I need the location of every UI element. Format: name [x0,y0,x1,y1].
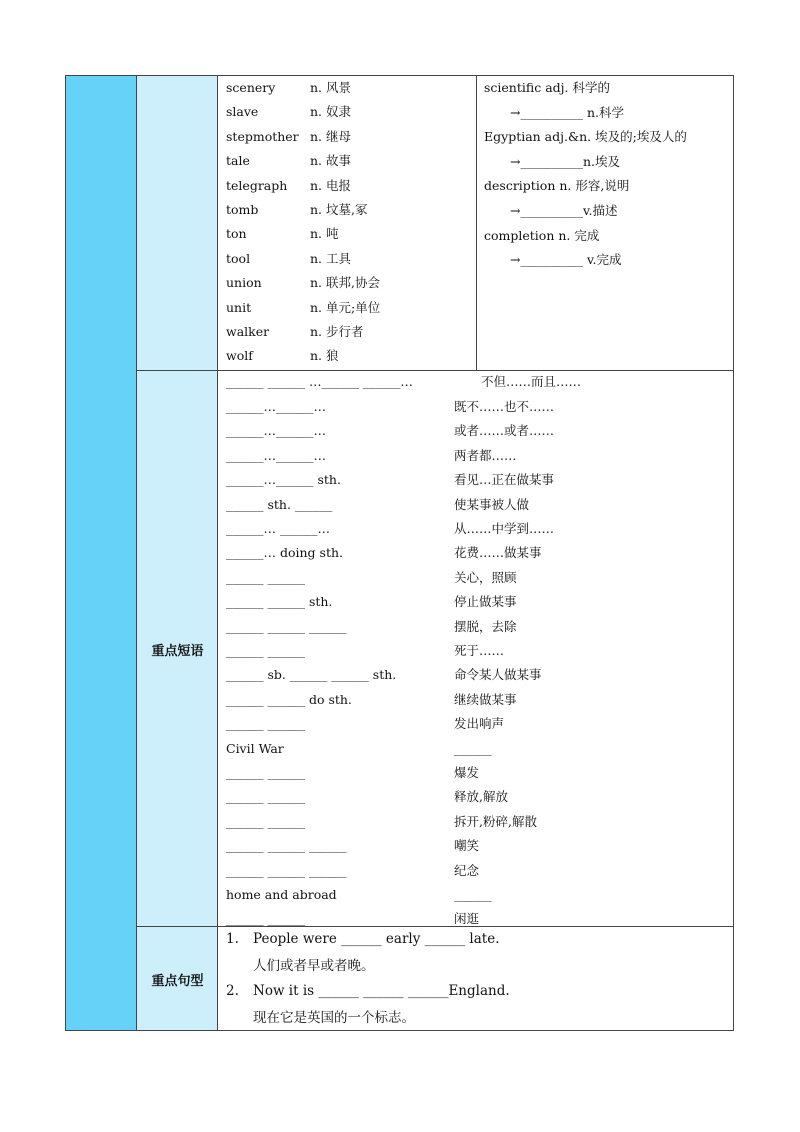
phrase-meaning: 从……中学到…… [454,521,555,536]
phrase-meaning: 释放,解放 [454,789,508,805]
phrase-blank: ______ ______ ______ [226,838,347,854]
phrase-meaning: 关心，照顾 [454,569,517,585]
phrase-blank: ______… ______… [226,521,330,536]
vocab-word: scenery [226,80,276,95]
phrase-meaning: 纪念 [454,862,480,878]
vocab-meaning: 电报 [326,177,352,193]
vocab-word: telegraph [226,177,288,193]
phrase-blank: ______ ______ [226,789,305,805]
phrase-meaning: 花费……做某事 [454,545,542,561]
vocab-derivative-line: →__________ v.完成 [510,252,622,268]
vocab-pos: n. [310,104,323,120]
vocab-pos: n. [310,153,323,169]
divider [137,370,733,371]
phrase-blank: ______ sth. ______ [226,496,333,512]
vocab-word: unit [226,299,252,315]
side-color-column [66,76,137,1030]
phrase-blank: ______ ______ [226,813,305,829]
vocab-derivative-line: scientific adj. 科学的 [484,80,610,95]
phrase-blank: ______…______… [226,399,326,414]
vocab-pos: n. [310,348,323,364]
vocab-derivative-line: completion n. 完成 [484,227,600,243]
sentences-section-label: 重点句型 [151,974,204,989]
phrases-section-label: 重点短语 [151,644,204,659]
phrase-meaning: 发出响声 [454,716,505,732]
phrase-meaning: 或者……或者…… [454,423,555,439]
vocab-derivative-line: →__________v.描述 [510,203,618,218]
vocab-word: tale [226,153,250,169]
vocab-meaning: 步行者 [326,324,364,339]
phrase-meaning: ______ [454,740,492,756]
vocab-word: union [226,275,262,291]
vocab-word: tomb [226,202,259,217]
sentence-english: Now it is ______ ______ ______England. [253,983,510,999]
vocab-word: wolf [226,348,253,364]
vocab-meaning: 故事 [326,153,352,169]
vocab-derivative-line: →__________n.埃及 [510,153,620,169]
vocab-meaning: 坟墓,冢 [326,202,368,217]
phrase-meaning: 既不……也不…… [454,399,555,414]
phrase-blank: ______ ______ ______ [226,618,347,634]
phrase-blank: Civil War [226,740,284,756]
phrase-meaning: 继续做某事 [454,691,517,707]
sentence-number: 2. [226,983,239,999]
vocab-word: slave [226,104,259,120]
sentence-chinese: 人们或者早或者晚。 [253,958,375,974]
phrase-blank: ______ ______ [226,765,305,780]
phrase-blank: ______ sb. ______ ______ sth. [226,667,397,683]
phrase-blank: ______ ______ [226,911,305,927]
vocab-derivative-line: Egyptian adj.&n. 埃及的;埃及人的 [484,129,687,145]
phrase-meaning: 命令某人做某事 [454,667,542,683]
phrase-meaning: 嘲笑 [454,838,480,854]
vocab-derivative-line: →__________ n.科学 [510,104,624,120]
phrase-blank: ______…______… [226,423,326,439]
vocab-label-cell [137,76,218,371]
vocab-meaning: 风景 [326,80,352,95]
vocab-meaning: 奴隶 [326,104,352,120]
vocab-meaning: 联邦,协会 [326,275,380,291]
phrase-blank: ______ ______ sth. [226,594,333,610]
phrase-meaning: 闲逛 [454,911,480,927]
phrase-blank: ______ ______ [226,643,305,658]
phrase-meaning: 不但……而且…… [481,374,582,389]
sentence-number: 1. [226,931,239,947]
phrase-meaning: 拆开,粉碎,解散 [454,813,537,829]
sentence-english: People were ______ early ______ late. [253,931,500,947]
vocab-pos: n. [310,226,323,242]
divider [476,76,477,370]
vocab-meaning: 吨 [326,226,339,242]
vocab-word: tool [226,250,251,266]
vocab-meaning: 工具 [326,250,352,266]
vocab-word: stepmother [226,128,299,144]
vocab-meaning: 单元;单位 [326,299,381,315]
phrase-meaning: 死于…… [454,643,505,658]
phrase-blank: ______ ______ …______ ______… [226,374,413,389]
vocab-pos: n. [310,275,323,291]
phrase-meaning: 看见…正在做某事 [454,472,555,488]
vocab-pos: n. [310,128,323,144]
vocab-pos: n. [310,80,323,95]
phrase-blank: ______ ______ do sth. [226,691,352,707]
phrase-meaning: 两者都…… [454,447,517,463]
phrase-meaning: ______ [454,887,492,902]
vocab-pos: n. [310,177,323,193]
vocab-word: ton [226,226,247,242]
vocab-derivative-line: description n. 形容,说明 [484,178,630,194]
phrase-meaning: 使某事被人做 [454,496,530,512]
vocab-pos: n. [310,250,323,266]
phrase-blank: ______…______ sth. [226,472,341,488]
vocab-pos: n. [310,299,323,315]
vocabulary-table [65,75,734,1031]
vocab-pos: n. [310,202,323,217]
phrase-meaning: 爆发 [454,765,480,780]
vocab-meaning: 狼 [326,348,339,364]
phrase-blank: ______ ______ [226,569,305,585]
phrase-blank: ______… doing sth. [226,545,343,561]
phrase-meaning: 停止做某事 [454,594,517,610]
phrase-meaning: 摆脱，去除 [454,618,517,634]
sentence-chinese: 现在它是英国的一个标志。 [253,1010,415,1026]
phrase-blank: ______…______… [226,447,326,463]
phrase-blank: home and abroad [226,887,337,902]
vocab-meaning: 继母 [326,128,352,144]
vocab-word: walker [226,324,270,339]
phrase-blank: ______ ______ [226,716,305,732]
vocab-pos: n. [310,324,323,339]
phrase-blank: ______ ______ ______ [226,862,347,878]
